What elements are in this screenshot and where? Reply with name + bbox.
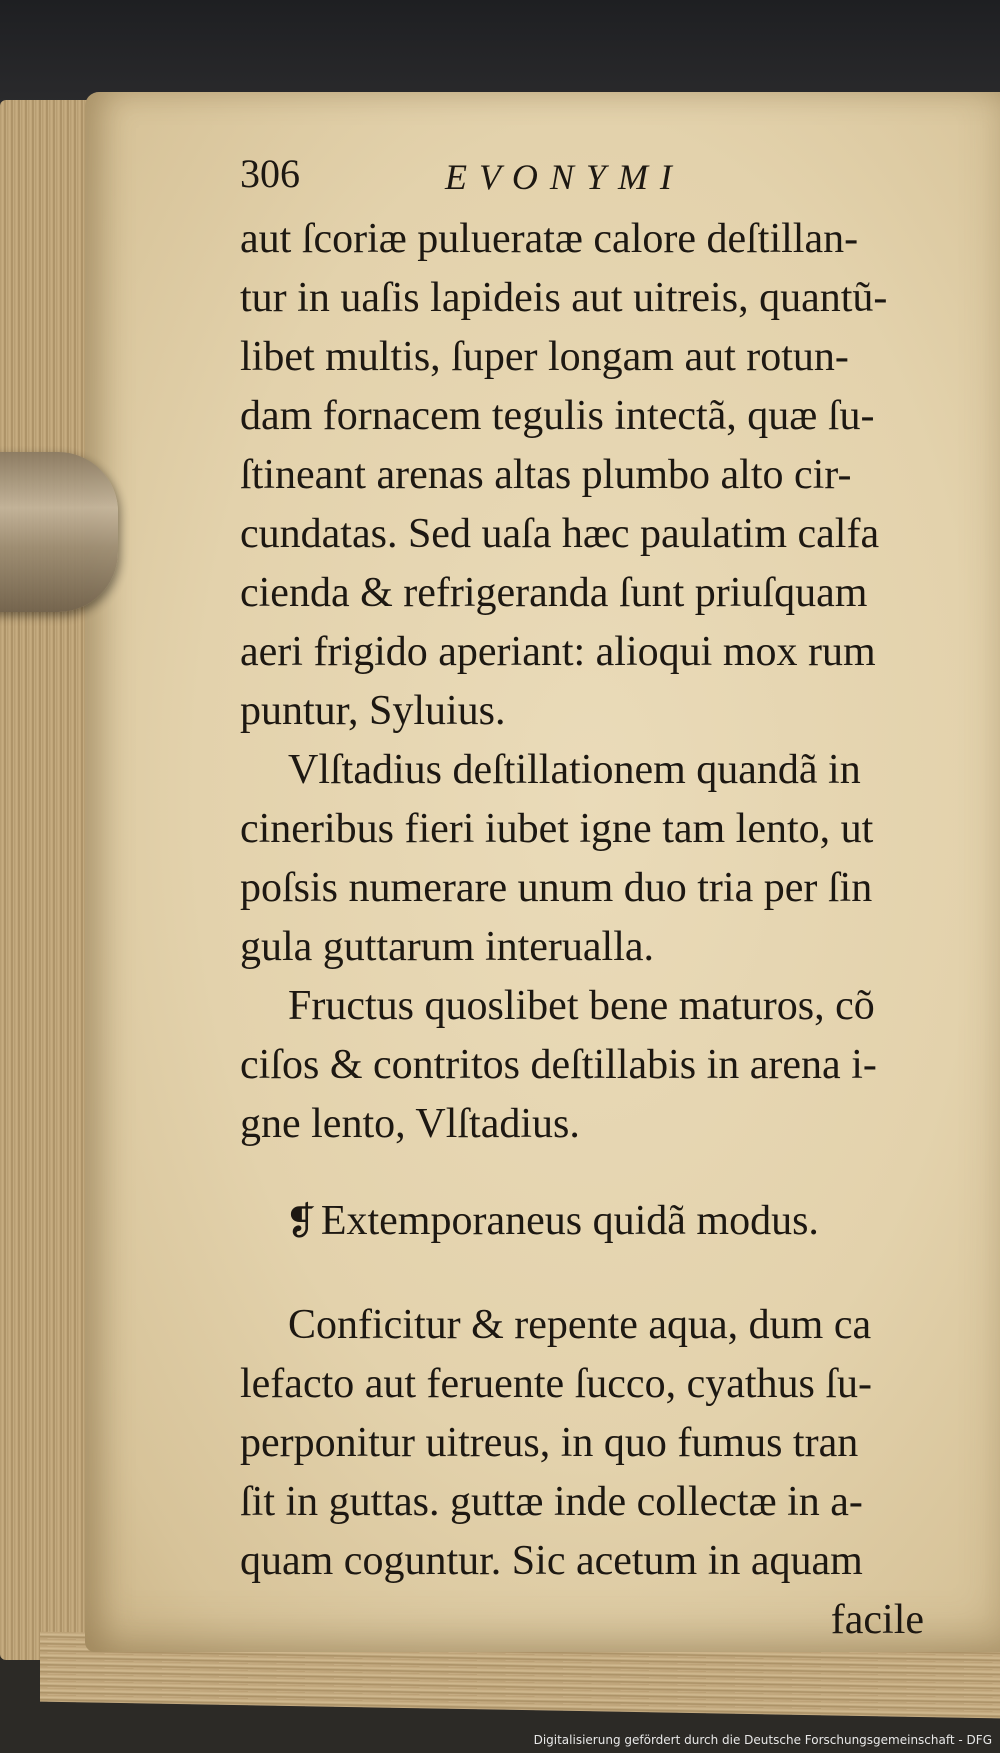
text-line: perponitur uitreus, in quo fumus tran — [240, 1420, 859, 1466]
running-head: EVONYMI — [445, 157, 684, 197]
page-header — [240, 150, 930, 210]
text-line: libet multis, ſuper longam aut rotun- — [240, 334, 849, 380]
section-heading — [240, 1192, 930, 1252]
catchword: facile — [830, 1597, 924, 1643]
text-line: aeri frigido aperiant: alioqui mox rum — [240, 629, 876, 675]
paragraph-3 — [240, 977, 930, 1154]
text-line: ſtineant arenas altas plumbo alto cir- — [240, 452, 852, 498]
text-line: gula guttarum interualla. — [240, 924, 655, 970]
text-line: tur in uaſis lapideis aut uitreis, quantũ- — [240, 275, 888, 321]
text-line: poſsis numerare unum duo tria per ſin — [240, 865, 873, 911]
paragraph-mark-icon: ❡ — [285, 1201, 317, 1243]
page-text — [240, 150, 930, 1650]
text-line: aut ſcoriæ pulueratæ calore deſtillan- — [240, 216, 859, 262]
digitization-credit: Digitalisierung gefördert durch die Deutsche Forschungsgemeinschaft - DFG — [533, 1733, 992, 1747]
text-line: ciſos & contritos deſtillabis in arena i- — [240, 1042, 877, 1088]
text-line: ſit in guttas. guttæ inde collectæ in a- — [240, 1479, 863, 1525]
text-line: cineribus fieri iubet igne tam lento, ut — [240, 806, 874, 852]
text-line: puntur, Syluius. — [240, 688, 506, 734]
bookmark-strip — [0, 452, 118, 612]
text-line: lefacto aut feruente ſucco, cyathus ſu- — [240, 1361, 873, 1407]
text-line: cienda & refrigeranda ſunt priuſquam — [240, 570, 868, 616]
text-line: cundatas. Sed uaſa hæc paulatim calfa — [240, 511, 880, 557]
text-line: gne lento, Vlſtadius. — [240, 1101, 580, 1147]
text-line: dam fornacem tegulis intectã, quæ ſu- — [240, 393, 875, 439]
paragraph-4 — [240, 1296, 930, 1591]
section-heading-text: Extemporaneus quidã modus. — [320, 1198, 819, 1244]
text-line: Conficitur & repente aqua, dum ca — [288, 1302, 872, 1348]
paragraph-1 — [240, 210, 930, 741]
text-line: Vlſtadius deſtillationem quandã in — [288, 747, 861, 793]
paragraph-2 — [240, 741, 930, 977]
text-line: quam coguntur. Sic acetum in aquam — [240, 1538, 863, 1584]
page-number: 306 — [240, 151, 300, 196]
text-line: Fructus quoslibet bene maturos, cõ — [288, 983, 875, 1029]
